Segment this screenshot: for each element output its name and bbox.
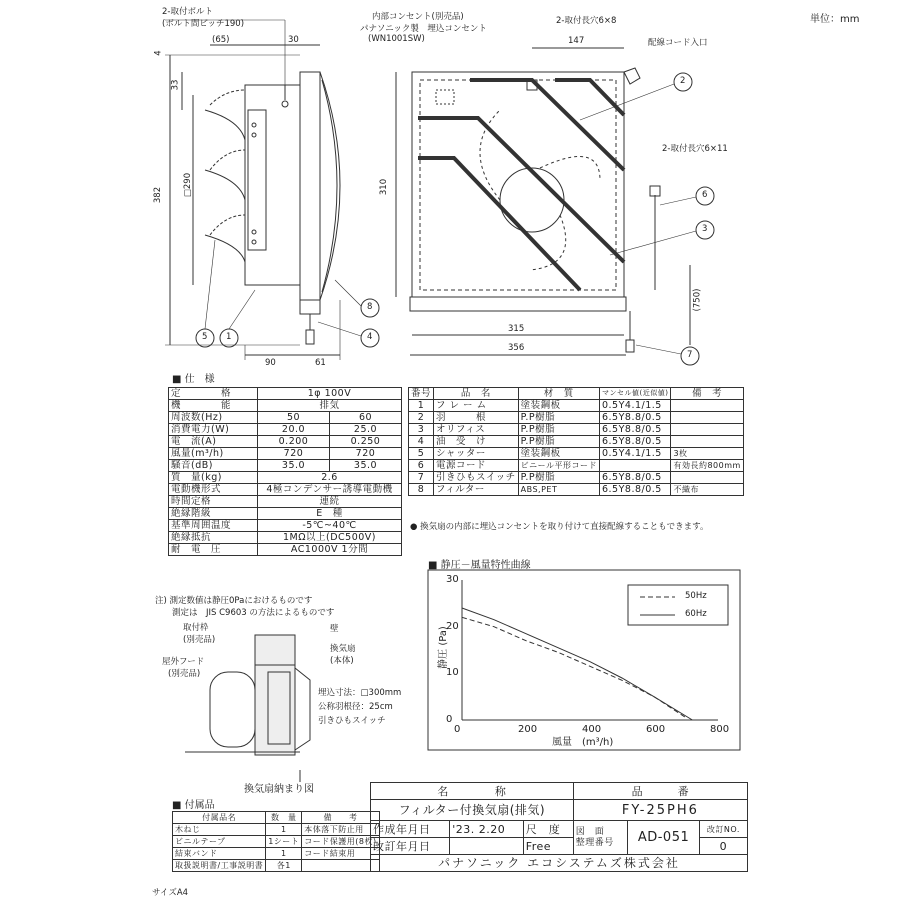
spec-value: 1MΩ以上(DC500V) — [258, 532, 402, 544]
acc-row — [173, 860, 380, 872]
parts-table — [408, 387, 744, 496]
acc-cell: 取扱説明書/工事説明書 — [173, 860, 266, 872]
chart-xlabel: 風量 (m³/h) — [552, 737, 614, 748]
front-view — [396, 48, 690, 355]
acc-cell: コード結束用 — [302, 848, 379, 860]
dim-30: 30 — [288, 35, 299, 45]
parts-row — [409, 484, 744, 496]
mount-bolt-label-1: 2-取付ボルト — [162, 7, 213, 17]
parts-cell: 羽 根 — [434, 412, 519, 424]
parts-cell: 6.5Y8.8/0.5 — [599, 472, 670, 484]
parts-cell: 5 — [409, 448, 434, 460]
dim-4: 4 — [153, 50, 164, 56]
parts-cell: 引きひもスイッチ — [434, 472, 519, 484]
dim-315: 315 — [508, 324, 525, 334]
parts-cell: 0.5Y4.1/1.5 — [599, 400, 670, 412]
callout-7: 7 — [687, 350, 693, 360]
install-fan-label-1: 換気扇 — [330, 644, 356, 654]
hole-6x8-label: 2-取付長穴6×8 — [556, 16, 617, 26]
acc-cell — [302, 860, 379, 872]
install-frame-label-2: (別売品) — [183, 635, 216, 645]
tb-date-label: 作成年月日 — [371, 821, 450, 838]
y-tick-label: 20 — [446, 620, 459, 632]
install-spec-1: 埋込寸法：□300mm — [318, 688, 402, 698]
parts-cell: 1 — [409, 400, 434, 412]
spec-label: 定 格 — [169, 388, 258, 400]
y-tick-label: 10 — [446, 667, 459, 679]
install-hood-label-2: (別売品) — [168, 669, 201, 679]
parts-cell: オリフィス — [434, 424, 519, 436]
hole-6x11-label: 2-取付長穴6×11 — [662, 144, 728, 154]
acc-cell: 1シート — [266, 836, 302, 848]
parts-cell: P.P樹脂 — [518, 412, 599, 424]
parts-cell: 3 — [409, 424, 434, 436]
spec-row — [169, 412, 402, 424]
spec-value-50: 20.0 — [258, 424, 330, 436]
parts-cell: 3枚 — [671, 448, 743, 460]
accessories-title-text: 付属品 — [184, 800, 215, 811]
parts-row — [409, 460, 744, 472]
parts-cell: 6.5Y8.8/0.5 — [599, 412, 670, 424]
parts-cell: 塗装鋼板 — [518, 400, 599, 412]
install-spec-2: 公称羽根径：25cm — [318, 702, 393, 712]
outlet-label-1: 内部コンセント(別売品) — [372, 12, 464, 22]
spec-value: AC1000V 1分間 — [258, 544, 402, 556]
acc-cell: ビニルテープ — [173, 836, 266, 848]
parts-cell: シャッター — [434, 448, 519, 460]
parts-cell: 8 — [409, 484, 434, 496]
install-hood-label-1: 屋外フード — [162, 657, 205, 667]
spec-value: 1φ 100V — [258, 388, 402, 400]
dim-356: 356 — [508, 343, 525, 353]
parts-cell: P.P樹脂 — [518, 424, 599, 436]
y-tick-label: 0 — [446, 714, 453, 725]
spec-label: 風量(m³/h) — [169, 448, 258, 460]
parts-row — [409, 472, 744, 484]
parts-cell: 6.5Y8.8/0.5 — [599, 484, 670, 496]
acc-header: 数 量 — [266, 812, 302, 824]
spec-note-2: 測定は JIS C9603 の方法によるものです — [172, 608, 335, 618]
parts-cell: 0.5Y4.1/1.5 — [599, 448, 670, 460]
acc-cell: 結束バンド — [173, 848, 266, 860]
tb-date: '23. 2.20 — [450, 821, 524, 838]
tb-name-label: 名 称 — [371, 783, 574, 800]
chart-title: ■ 静圧－風量特性曲線 — [428, 560, 531, 571]
parts-header-row — [409, 388, 744, 400]
spec-row — [169, 424, 402, 436]
spec-label: 機 能 — [169, 400, 258, 412]
spec-label: 騒音(dB) — [169, 460, 258, 472]
acc-cell: コード保護用(8枚) — [302, 836, 379, 848]
acc-cell: 木ねじ — [173, 824, 266, 836]
spec-label: 電動機形式 — [169, 484, 258, 496]
parts-cell — [671, 436, 743, 448]
parts-cell — [671, 412, 743, 424]
chart-ylabel: 静圧 (Pa) — [437, 626, 449, 669]
parts-cell: 6.5Y8.8/0.5 — [599, 424, 670, 436]
acc-cell: 本体落下防止用 — [302, 824, 379, 836]
spec-value: -5℃~40℃ — [258, 520, 402, 532]
spec-value-50: 35.0 — [258, 460, 330, 472]
dim-290: □290 — [183, 172, 194, 198]
callout-8: 8 — [367, 302, 373, 312]
parts-cell: 油 受 け — [434, 436, 519, 448]
spec-value: E 種 — [258, 508, 402, 520]
spec-row — [169, 436, 402, 448]
parts-cell: 有効長約800mm — [671, 460, 743, 472]
tb-rev-date-label: 改訂年月日 — [371, 838, 450, 855]
spec-value-50: 720 — [258, 448, 330, 460]
tb-rev-no: 0 — [699, 838, 747, 855]
callout-4: 4 — [367, 332, 373, 342]
chart-title-text: 静圧－風量特性曲線 — [440, 560, 531, 571]
legend-60hz-label: 60Hz — [685, 609, 707, 619]
size-label: サイズA4 — [152, 888, 189, 898]
parts-header: マンセル値(近似値) — [599, 388, 670, 400]
tb-drawing-label-cell — [573, 821, 628, 855]
acc-row — [173, 824, 380, 836]
spec-value-60: 720 — [329, 448, 401, 460]
spec-row — [169, 472, 402, 484]
parts-header: 備 考 — [671, 388, 743, 400]
spec-row — [169, 460, 402, 472]
spec-label: 耐 電 圧 — [169, 544, 258, 556]
spec-label: 電 流(A) — [169, 436, 258, 448]
spec-value: 2.6 — [258, 472, 402, 484]
parts-row — [409, 424, 744, 436]
acc-header: 付属品名 — [173, 812, 266, 824]
chart-legend-box — [628, 585, 728, 625]
parts-cell: 6.5Y8.8/0.5 — [599, 436, 670, 448]
tb-rev-no-label: 改訂NO. — [699, 821, 747, 838]
tb-drawing-no: AD-051 — [628, 821, 700, 855]
tb-scale: Free — [523, 838, 573, 855]
parts-header: 品 名 — [434, 388, 519, 400]
x-tick-label: 600 — [646, 724, 666, 735]
callout-2: 2 — [680, 76, 686, 86]
spec-row — [169, 448, 402, 460]
parts-cell: ビニール平形コード — [518, 460, 599, 472]
spec-value-60: 60 — [329, 412, 401, 424]
spec-label: 消費電力(W) — [169, 424, 258, 436]
cord-inlet-label: 配線コード入口 — [648, 38, 708, 48]
spec-row — [169, 508, 402, 520]
legend-50hz-label: 50Hz — [685, 591, 707, 601]
callout-1: 1 — [226, 332, 232, 342]
spec-label: 質 量(kg) — [169, 472, 258, 484]
tb-code-label: 品 番 — [573, 783, 747, 800]
spec-title-text: 仕 様 — [184, 374, 215, 385]
outlet-label-3: (WN1001SW) — [368, 34, 425, 44]
spec-row — [169, 520, 402, 532]
acc-row — [173, 848, 380, 860]
parts-cell — [599, 460, 670, 472]
spec-label: 時間定格 — [169, 496, 258, 508]
dim-65: (65) — [212, 35, 230, 45]
title-block — [370, 782, 748, 872]
parts-cell: 塗装鋼板 — [518, 448, 599, 460]
spec-value: 4極コンデンサー誘導電動機 — [258, 484, 402, 496]
parts-cell: ABS,PET — [518, 484, 599, 496]
x-tick-label: 400 — [582, 724, 602, 735]
series-50hz-line — [462, 617, 686, 717]
spec-title: ■ 仕 様 — [172, 374, 215, 385]
accessories-title: ■ 付属品 — [172, 800, 215, 811]
dim-750: (750) — [692, 288, 703, 312]
callout-6: 6 — [702, 190, 708, 200]
tb-name: フィルター付換気扇(排気) — [371, 800, 574, 821]
spec-value-50: 0.200 — [258, 436, 330, 448]
spec-row — [169, 544, 402, 556]
dim-147: 147 — [568, 36, 585, 46]
parts-row — [409, 400, 744, 412]
install-frame-label-1: 取付枠 — [183, 623, 209, 633]
dim-382: 382 — [153, 186, 164, 204]
acc-row — [173, 836, 380, 848]
dim-33: 33 — [170, 79, 181, 91]
acc-cell: 各1 — [266, 860, 302, 872]
x-tick-label: 800 — [710, 724, 730, 735]
parts-cell: P.P樹脂 — [518, 472, 599, 484]
parts-header: 番号 — [409, 388, 434, 400]
callout-5: 5 — [202, 332, 208, 342]
install-wall-label: 壁 — [330, 624, 339, 634]
parts-row — [409, 436, 744, 448]
y-tick-label: 30 — [446, 574, 459, 585]
unit-label: 単位：mm — [810, 14, 860, 25]
acc-header: 備 考 — [302, 812, 379, 824]
outlet-label-2: パナソニック製 埋込コンセント — [360, 24, 487, 34]
parts-row — [409, 412, 744, 424]
install-spec-3: 引きひもスイッチ — [318, 716, 386, 726]
dim-90: 90 — [265, 358, 276, 368]
parts-cell — [671, 472, 743, 484]
parts-cell: 4 — [409, 436, 434, 448]
chart-axes — [462, 580, 718, 720]
tb-scale-label: 尺 度 — [523, 821, 573, 838]
install-fan-label-2: (本体) — [330, 656, 354, 666]
tb-drawing-label: 図 面 — [575, 826, 605, 837]
spec-value-60: 25.0 — [329, 424, 401, 436]
spec-row — [169, 400, 402, 412]
parts-cell — [671, 424, 743, 436]
spec-value-60: 0.250 — [329, 436, 401, 448]
dim-61: 61 — [315, 358, 326, 368]
tb-code: FY-25PH6 — [573, 800, 747, 821]
install-title: 換気扇納まり図 — [244, 784, 314, 795]
spec-value-50: 50 — [258, 412, 330, 424]
acc-cell: 1 — [266, 848, 302, 860]
parts-cell: フィルター — [434, 484, 519, 496]
spec-table — [168, 387, 402, 556]
parts-cell: P.P樹脂 — [518, 436, 599, 448]
parts-header: 材 質 — [518, 388, 599, 400]
mount-bolt-label-2: (ボルト間ピッチ190) — [162, 19, 245, 29]
parts-cell: 不織布 — [671, 484, 743, 496]
spec-note-1: 注) 測定数値は静圧0Paにおけるものです — [155, 596, 313, 606]
parts-cell: 6 — [409, 460, 434, 472]
tb-company: パナソニック エコシステムズ株式会社 — [371, 855, 748, 872]
parts-row — [409, 448, 744, 460]
parts-cell: 2 — [409, 412, 434, 424]
spec-value: 排気 — [258, 400, 402, 412]
spec-row — [169, 484, 402, 496]
accessories-table — [172, 811, 380, 872]
acc-header-row — [173, 812, 380, 824]
dim-310: 310 — [379, 178, 390, 196]
spec-row — [169, 496, 402, 508]
spec-value: 連続 — [258, 496, 402, 508]
parts-cell: 電源コード — [434, 460, 519, 472]
spec-row — [169, 388, 402, 400]
spec-label: 絶縁階級 — [169, 508, 258, 520]
x-tick-label: 200 — [518, 724, 538, 735]
parts-cell — [671, 400, 743, 412]
spec-label: 基準周囲温度 — [169, 520, 258, 532]
acc-cell: 1 — [266, 824, 302, 836]
parts-cell: フ レ ー ム — [434, 400, 519, 412]
x-tick-label: 0 — [454, 724, 461, 735]
parts-cell: 7 — [409, 472, 434, 484]
tb-rev-date — [450, 838, 524, 855]
spec-value-60: 35.0 — [329, 460, 401, 472]
callout-3: 3 — [702, 224, 708, 234]
parts-note: ● 換気扇の内部に埋込コンセントを取り付けて直接配線することもできます。 — [410, 522, 709, 532]
spec-row — [169, 532, 402, 544]
tb-manage-label: 整理番号 — [575, 837, 614, 848]
spec-label: 周波数(Hz) — [169, 412, 258, 424]
spec-label: 絶縁抵抗 — [169, 532, 258, 544]
